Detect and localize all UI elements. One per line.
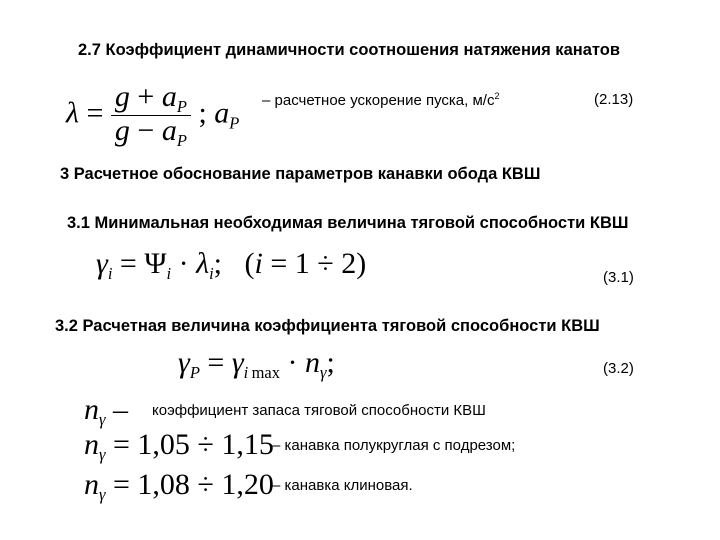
formula-3-2: $\gamma_P = \gamma_{i max} \cdot n_\gamma$; (178, 346, 335, 382)
section-3-1-heading: 3.1 Минимальная необходимая величина тяговой способности КВШ (67, 214, 629, 232)
section-3-2-heading: 3.2 Расчетная величина коэффициента тяговой способности КВШ (55, 317, 600, 335)
section-3-heading: 3 Расчетное обоснование параметров канавки обода КВШ (60, 165, 541, 183)
equation-number-3-2: (3.2) (603, 360, 634, 377)
wedge-groove-text: – канавка клиновая. (272, 477, 413, 494)
semicircular-groove-text: – канавка полукруглая с подрезом; (272, 437, 516, 454)
n-gamma-symbol: $n_\gamma$ – (84, 393, 129, 429)
equation-number-3-1: (3.1) (603, 269, 634, 286)
formula-2-13: λ = $\frac{g + a_P}{g - a_P}$ ; $a_P$ (66, 80, 240, 151)
formula-3-1: $\gamma_i = \Psi_i \cdot \lambda_i$; (i = 1 ÷ 2) (96, 247, 367, 283)
n-gamma-range-semicircular: $n_\gamma = 1,05 \div 1,15$ (84, 428, 274, 464)
dash: – (113, 393, 129, 426)
equation-number-2-13: (2.13) (594, 91, 634, 108)
n-gamma-range-wedge: $n_\gamma = 1,08 \div 1,20$ (84, 468, 274, 504)
section-2-7-heading: 2.7 Коэффициент динамичности соотношения натяжения канатов (78, 41, 620, 59)
formula-2-13-description: – расчетное ускорение пуска, $м/с^2$ (262, 91, 500, 109)
n-gamma-definition: коэффициент запаса тяговой способности КВШ (152, 402, 486, 419)
